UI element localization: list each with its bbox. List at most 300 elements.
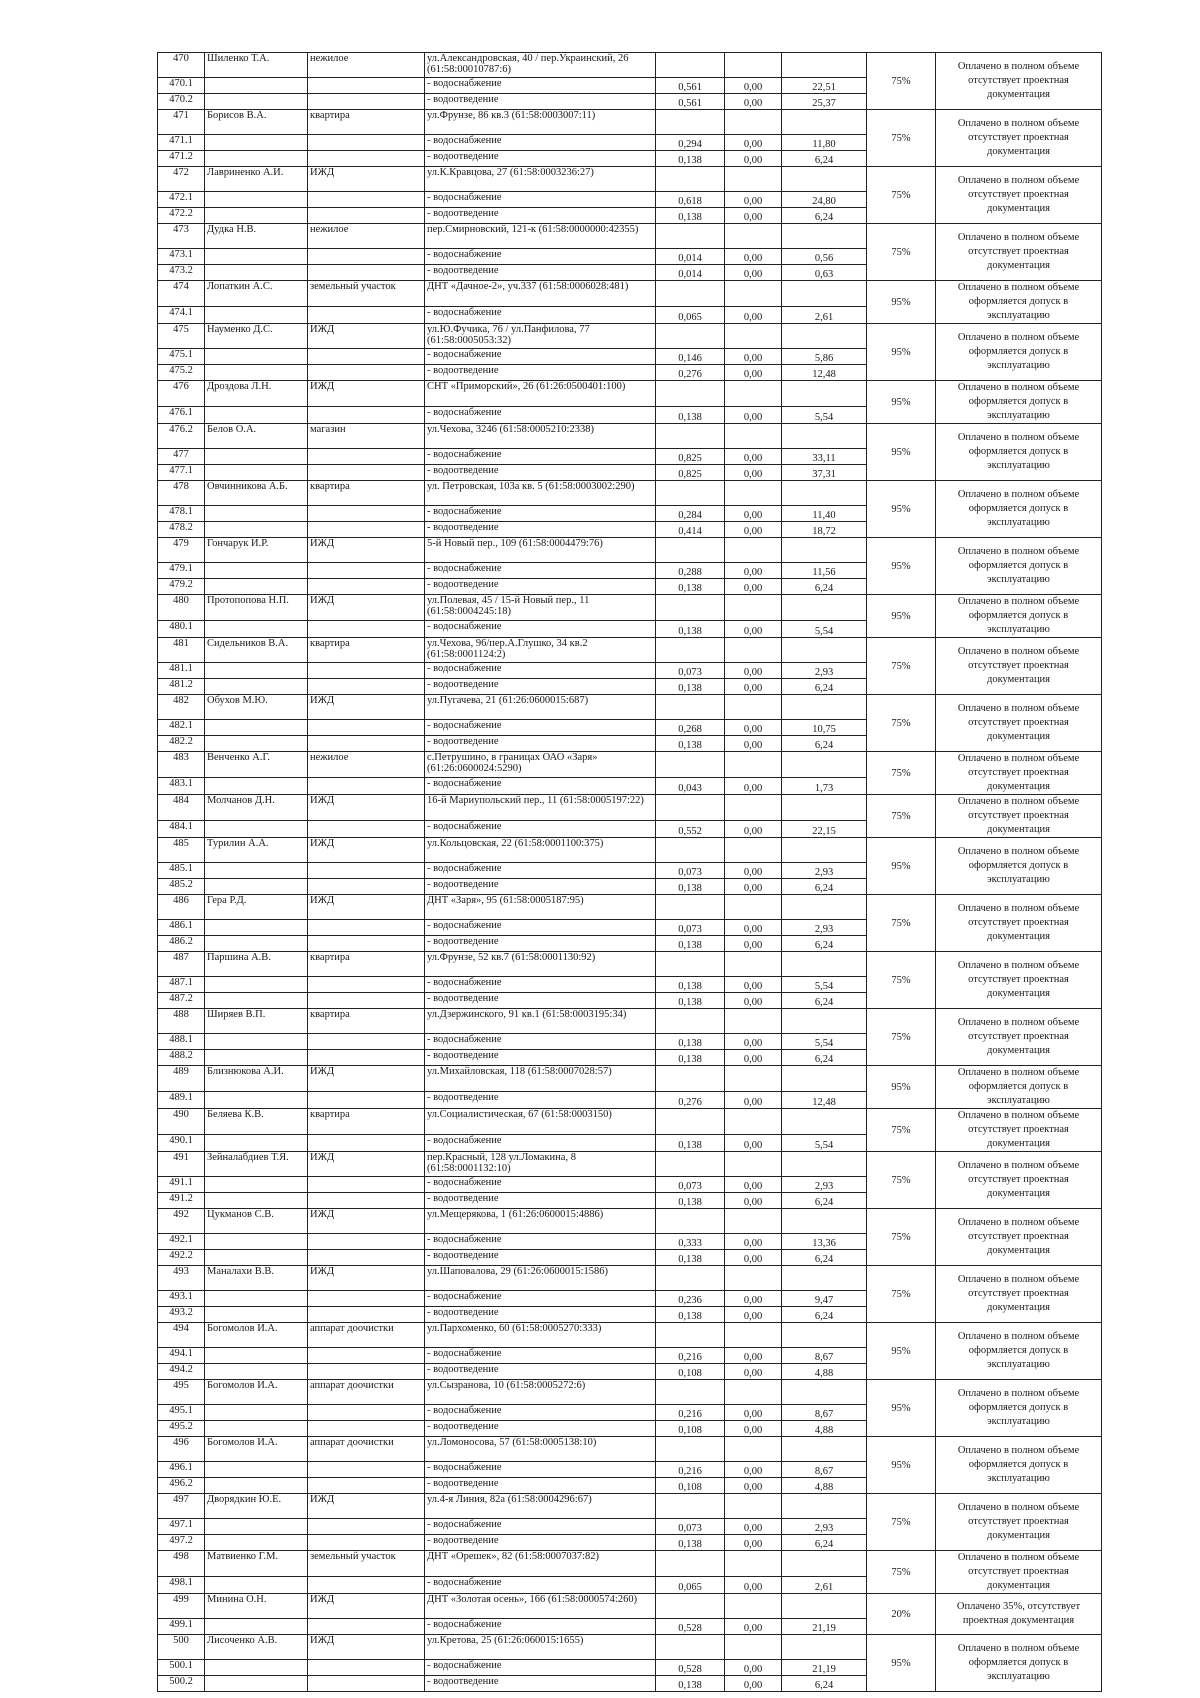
owner-name: Науменко Д.С. <box>205 324 308 349</box>
service-description: - водоотведение <box>425 679 656 695</box>
empty-cell <box>205 1177 308 1193</box>
load-value: 0,108 <box>656 1364 725 1380</box>
service-description: - водоснабжение <box>425 1577 656 1594</box>
cost-value: 8,67 <box>782 1348 867 1364</box>
empty-cell <box>782 53 867 78</box>
empty-cell <box>656 595 725 621</box>
empty-cell <box>205 1135 308 1152</box>
zero-value: 0,00 <box>725 1619 782 1635</box>
sub-row-number: 477.1 <box>158 465 205 481</box>
cost-value: 11,80 <box>782 135 867 151</box>
empty-cell <box>782 324 867 349</box>
load-value: 0,138 <box>656 151 725 167</box>
zero-value: 0,00 <box>725 1291 782 1307</box>
empty-cell <box>205 1577 308 1594</box>
empty-cell <box>782 481 867 506</box>
owner-name: Борисов В.А. <box>205 110 308 135</box>
empty-cell <box>205 1034 308 1050</box>
empty-cell <box>308 1405 425 1421</box>
service-description: - водоотведение <box>425 522 656 538</box>
row-number: 471 <box>158 110 205 135</box>
empty-cell <box>725 1635 782 1660</box>
zero-value: 0,00 <box>725 821 782 838</box>
empty-cell <box>205 720 308 736</box>
row-number: 488 <box>158 1009 205 1034</box>
cost-value: 6,24 <box>782 1535 867 1551</box>
empty-cell <box>725 167 782 192</box>
empty-cell <box>205 94 308 110</box>
empty-cell <box>308 936 425 952</box>
readiness-percent: 75% <box>867 795 936 838</box>
row-number: 489 <box>158 1066 205 1092</box>
sub-row-number: 470.1 <box>158 78 205 94</box>
sub-row-number: 485.1 <box>158 863 205 879</box>
service-description: - водоотведение <box>425 465 656 481</box>
zero-value: 0,00 <box>725 920 782 936</box>
payment-status: Оплачено в полном объеме отсутствует проектная документация <box>936 752 1102 795</box>
service-description: - водоснабжение <box>425 1291 656 1307</box>
cost-value: 4,88 <box>782 1478 867 1494</box>
empty-cell <box>725 1437 782 1462</box>
readiness-percent: 95% <box>867 324 936 381</box>
load-value: 0,561 <box>656 78 725 94</box>
object-address: ул.Пугачева, 21 (61:26:0600015:687) <box>425 695 656 720</box>
readiness-percent: 75% <box>867 1109 936 1152</box>
cost-value: 6,24 <box>782 993 867 1009</box>
empty-cell <box>308 1462 425 1478</box>
empty-cell <box>782 638 867 663</box>
payment-status: Оплачено в полном объеме оформляется допуск в эксплуатацию <box>936 281 1102 324</box>
sub-row-number: 497.1 <box>158 1519 205 1535</box>
group-header-row <box>158 1266 1102 1291</box>
object-address: ул.Фрунзе, 52 кв.7 (61:58:0001130:92) <box>425 952 656 977</box>
object-type: магазин <box>308 424 425 449</box>
empty-cell <box>205 579 308 595</box>
row-number: 472 <box>158 167 205 192</box>
row-number: 481 <box>158 638 205 663</box>
sub-row-number: 495.1 <box>158 1405 205 1421</box>
empty-cell <box>308 663 425 679</box>
load-value: 0,138 <box>656 1193 725 1209</box>
sub-row-number: 474.1 <box>158 307 205 324</box>
readiness-percent: 75% <box>867 53 936 110</box>
zero-value: 0,00 <box>725 1050 782 1066</box>
empty-cell <box>725 481 782 506</box>
empty-cell <box>725 595 782 621</box>
object-address: 5-й Новый пер., 109 (61:58:0004479:76) <box>425 538 656 563</box>
empty-cell <box>308 365 425 381</box>
cost-value: 21,19 <box>782 1660 867 1676</box>
payment-status: Оплачено в полном объеме отсутствует проектная документация <box>936 1551 1102 1594</box>
load-value: 0,138 <box>656 1676 725 1692</box>
load-value: 0,073 <box>656 863 725 879</box>
cost-value: 6,24 <box>782 736 867 752</box>
sub-row-number: 482.1 <box>158 720 205 736</box>
zero-value: 0,00 <box>725 993 782 1009</box>
zero-value: 0,00 <box>725 249 782 265</box>
cost-value: 5,54 <box>782 977 867 993</box>
load-value: 0,073 <box>656 1177 725 1193</box>
service-description: - водоснабжение <box>425 307 656 324</box>
cost-value: 12,48 <box>782 1092 867 1109</box>
empty-cell <box>205 563 308 579</box>
empty-cell <box>782 1437 867 1462</box>
empty-cell <box>308 506 425 522</box>
payment-status: Оплачено в полном объеме отсутствует проектная документация <box>936 1152 1102 1209</box>
service-description: - водоотведение <box>425 1535 656 1551</box>
sub-row-number: 486.1 <box>158 920 205 936</box>
object-type: квартира <box>308 110 425 135</box>
cost-value: 6,24 <box>782 936 867 952</box>
group-header-row <box>158 695 1102 720</box>
zero-value: 0,00 <box>725 579 782 595</box>
object-address: ул.Александровская, 40 / пер.Украинский, 26 (61:58:00010787:6) <box>425 53 656 78</box>
sub-row-number: 472.2 <box>158 208 205 224</box>
readiness-percent: 75% <box>867 1551 936 1594</box>
empty-cell <box>782 952 867 977</box>
load-value: 0,138 <box>656 936 725 952</box>
sub-row-number: 473.1 <box>158 249 205 265</box>
load-value: 0,138 <box>656 736 725 752</box>
service-description: - водоотведение <box>425 1193 656 1209</box>
row-number: 484 <box>158 795 205 821</box>
empty-cell <box>308 977 425 993</box>
sub-row-number: 472.1 <box>158 192 205 208</box>
sub-row-number: 481.1 <box>158 663 205 679</box>
empty-cell <box>308 879 425 895</box>
service-description: - водоснабжение <box>425 663 656 679</box>
sub-row-number: 483.1 <box>158 778 205 795</box>
payment-status: Оплачено в полном объеме отсутствует проектная документация <box>936 638 1102 695</box>
zero-value: 0,00 <box>725 936 782 952</box>
payment-status: Оплачено в полном объеме оформляется допуск в эксплуатацию <box>936 381 1102 424</box>
object-address: ул.Ломоносова, 57 (61:58:0005138:10) <box>425 1437 656 1462</box>
load-value: 0,138 <box>656 977 725 993</box>
readiness-percent: 75% <box>867 695 936 752</box>
empty-cell <box>725 1323 782 1348</box>
cost-value: 5,54 <box>782 1135 867 1152</box>
readiness-percent: 95% <box>867 838 936 895</box>
zero-value: 0,00 <box>725 135 782 151</box>
zero-value: 0,00 <box>725 1660 782 1676</box>
object-type: нежилое <box>308 53 425 78</box>
zero-value: 0,00 <box>725 1519 782 1535</box>
row-number: 492 <box>158 1209 205 1234</box>
zero-value: 0,00 <box>725 1676 782 1692</box>
empty-cell <box>308 1234 425 1250</box>
load-value: 0,138 <box>656 879 725 895</box>
zero-value: 0,00 <box>725 879 782 895</box>
load-value: 0,138 <box>656 679 725 695</box>
empty-cell <box>782 1380 867 1405</box>
zero-value: 0,00 <box>725 863 782 879</box>
service-description: - водоснабжение <box>425 407 656 424</box>
empty-cell <box>205 1092 308 1109</box>
empty-cell <box>205 151 308 167</box>
readiness-percent: 95% <box>867 281 936 324</box>
empty-cell <box>205 736 308 752</box>
empty-cell <box>656 838 725 863</box>
zero-value: 0,00 <box>725 1135 782 1152</box>
cost-value: 6,24 <box>782 1676 867 1692</box>
sub-row-number: 500.1 <box>158 1660 205 1676</box>
readiness-percent: 95% <box>867 1437 936 1494</box>
service-description: - водоотведение <box>425 1092 656 1109</box>
object-address: СНТ «Приморский», 26 (61:26:0500401:100) <box>425 381 656 407</box>
object-type: ИЖД <box>308 1209 425 1234</box>
group-header-row <box>158 638 1102 663</box>
object-type: аппарат доочистки <box>308 1380 425 1405</box>
empty-cell <box>308 621 425 638</box>
zero-value: 0,00 <box>725 1193 782 1209</box>
empty-cell <box>205 1519 308 1535</box>
empty-cell <box>656 1551 725 1577</box>
owner-name: Обухов М.Ю. <box>205 695 308 720</box>
payment-status: Оплачено в полном объеме отсутствует проектная документация <box>936 53 1102 110</box>
payment-status: Оплачено в полном объеме отсутствует проектная документация <box>936 952 1102 1009</box>
group-header-row <box>158 895 1102 920</box>
service-description: - водоотведение <box>425 879 656 895</box>
object-type: квартира <box>308 638 425 663</box>
owner-name: Зейналабдиев Т.Я. <box>205 1152 308 1177</box>
sub-row-number: 492.2 <box>158 1250 205 1266</box>
service-description: - водоотведение <box>425 208 656 224</box>
cost-value: 6,24 <box>782 879 867 895</box>
object-address: ул.Ю.Фучика, 76 / ул.Панфилова, 77 (61:58:0005053:32) <box>425 324 656 349</box>
sub-row-number: 480.1 <box>158 621 205 638</box>
empty-cell <box>205 1421 308 1437</box>
zero-value: 0,00 <box>725 449 782 465</box>
owner-name: Гера Р.Д. <box>205 895 308 920</box>
connections-table <box>157 52 1102 1692</box>
empty-cell <box>205 307 308 324</box>
service-description: - водоотведение <box>425 993 656 1009</box>
empty-cell <box>782 281 867 307</box>
load-value: 0,216 <box>656 1405 725 1421</box>
object-type: квартира <box>308 1009 425 1034</box>
object-type: ИЖД <box>308 538 425 563</box>
row-number: 495 <box>158 1380 205 1405</box>
payment-status: Оплачено в полном объеме отсутствует проектная документация <box>936 895 1102 952</box>
cost-value: 13,36 <box>782 1234 867 1250</box>
sub-row-number: 486.2 <box>158 936 205 952</box>
empty-cell <box>725 1009 782 1034</box>
empty-cell <box>205 778 308 795</box>
empty-cell <box>205 249 308 265</box>
empty-cell <box>725 53 782 78</box>
payment-status: Оплачено в полном объеме оформляется допуск в эксплуатацию <box>936 1437 1102 1494</box>
sub-row-number: 499.1 <box>158 1619 205 1635</box>
object-address: ул.Кольцовская, 22 (61:58:0001100:375) <box>425 838 656 863</box>
group-header-row <box>158 1323 1102 1348</box>
empty-cell <box>782 838 867 863</box>
zero-value: 0,00 <box>725 506 782 522</box>
empty-cell <box>308 407 425 424</box>
object-address: ул.К.Кравцова, 27 (61:58:0003236:27) <box>425 167 656 192</box>
cost-value: 6,24 <box>782 1050 867 1066</box>
empty-cell <box>308 1421 425 1437</box>
empty-cell <box>308 94 425 110</box>
sub-row-number: 489.1 <box>158 1092 205 1109</box>
cost-value: 10,75 <box>782 720 867 736</box>
object-address: ул. Петровская, 103а кв. 5 (61:58:0003002:290) <box>425 481 656 506</box>
empty-cell <box>205 1619 308 1635</box>
service-description: - водоснабжение <box>425 192 656 208</box>
payment-status: Оплачено в полном объеме оформляется допуск в эксплуатацию <box>936 324 1102 381</box>
object-address: ул.Кретова, 25 (61:26:060015:1655) <box>425 1635 656 1660</box>
service-description: - водоснабжение <box>425 821 656 838</box>
group-header-row <box>158 1066 1102 1092</box>
service-description: - водоснабжение <box>425 349 656 365</box>
empty-cell <box>205 465 308 481</box>
empty-cell <box>308 265 425 281</box>
sub-row-number: 485.2 <box>158 879 205 895</box>
object-address: ул.Чехова, 96/пер.А.Глушко, 34 кв.2 (61:58:0001124:2) <box>425 638 656 663</box>
sub-row-number: 494.2 <box>158 1364 205 1380</box>
row-number: 485 <box>158 838 205 863</box>
readiness-percent: 75% <box>867 895 936 952</box>
cost-value: 25,37 <box>782 94 867 110</box>
service-description: - водоснабжение <box>425 1348 656 1364</box>
service-description: - водоснабжение <box>425 249 656 265</box>
empty-cell <box>205 1250 308 1266</box>
empty-cell <box>205 863 308 879</box>
empty-cell <box>205 920 308 936</box>
service-description: - водоснабжение <box>425 720 656 736</box>
cost-value: 2,93 <box>782 863 867 879</box>
load-value: 0,414 <box>656 522 725 538</box>
empty-cell <box>205 1660 308 1676</box>
load-value: 0,043 <box>656 778 725 795</box>
sub-row-number: 498.1 <box>158 1577 205 1594</box>
group-header-row <box>158 481 1102 506</box>
service-description: - водоотведение <box>425 736 656 752</box>
cost-value: 0,63 <box>782 265 867 281</box>
group-header-row <box>158 752 1102 778</box>
sub-row-number: 491.1 <box>158 1177 205 1193</box>
load-value: 0,073 <box>656 663 725 679</box>
empty-cell <box>308 563 425 579</box>
group-header-row <box>158 795 1102 821</box>
cost-value: 6,24 <box>782 1250 867 1266</box>
cost-value: 4,88 <box>782 1421 867 1437</box>
empty-cell <box>725 110 782 135</box>
empty-cell <box>308 1364 425 1380</box>
empty-cell <box>656 110 725 135</box>
empty-cell <box>782 381 867 407</box>
zero-value: 0,00 <box>725 307 782 324</box>
row-number: 500 <box>158 1635 205 1660</box>
service-description: - водоснабжение <box>425 1462 656 1478</box>
row-number: 486 <box>158 895 205 920</box>
service-description: - водоотведение <box>425 151 656 167</box>
zero-value: 0,00 <box>725 1177 782 1193</box>
group-header-row <box>158 838 1102 863</box>
group-header-row <box>158 1494 1102 1519</box>
service-description: - водоснабжение <box>425 1177 656 1193</box>
empty-cell <box>308 249 425 265</box>
empty-cell <box>725 638 782 663</box>
empty-cell <box>725 795 782 821</box>
sub-row-number: 471.2 <box>158 151 205 167</box>
cost-value: 22,51 <box>782 78 867 94</box>
row-number: 478 <box>158 481 205 506</box>
object-type: ИЖД <box>308 167 425 192</box>
group-header-row <box>158 1635 1102 1660</box>
cost-value: 11,56 <box>782 563 867 579</box>
object-address: пер.Красный, 128 ул.Ломакина, 8 (61:58:0001132:10) <box>425 1152 656 1177</box>
object-type: ИЖД <box>308 1635 425 1660</box>
group-header-row <box>158 381 1102 407</box>
load-value: 0,294 <box>656 135 725 151</box>
load-value: 0,065 <box>656 307 725 324</box>
service-description: - водоснабжение <box>425 1034 656 1050</box>
zero-value: 0,00 <box>725 720 782 736</box>
sub-row-number: 487.1 <box>158 977 205 993</box>
cost-value: 22,15 <box>782 821 867 838</box>
group-header-row <box>158 324 1102 349</box>
group-header-row <box>158 952 1102 977</box>
empty-cell <box>308 135 425 151</box>
empty-cell <box>725 1594 782 1619</box>
empty-cell <box>656 424 725 449</box>
empty-cell <box>308 920 425 936</box>
payment-status: Оплачено в полном объеме отсутствует проектная документация <box>936 795 1102 838</box>
sub-row-number: 477 <box>158 449 205 465</box>
empty-cell <box>656 381 725 407</box>
object-address: ДНТ «Заря», 95 (61:58:0005187:95) <box>425 895 656 920</box>
owner-name: Беляева К.В. <box>205 1109 308 1135</box>
object-type: ИЖД <box>308 595 425 621</box>
empty-cell <box>725 538 782 563</box>
zero-value: 0,00 <box>725 563 782 579</box>
owner-name: Богомолов И.А. <box>205 1323 308 1348</box>
owner-name: Дроздова Л.Н. <box>205 381 308 407</box>
empty-cell <box>725 281 782 307</box>
zero-value: 0,00 <box>725 349 782 365</box>
cost-value: 8,67 <box>782 1405 867 1421</box>
load-value: 0,108 <box>656 1421 725 1437</box>
empty-cell <box>725 895 782 920</box>
cost-value: 2,93 <box>782 663 867 679</box>
empty-cell <box>782 1152 867 1177</box>
empty-cell <box>656 324 725 349</box>
load-value: 0,236 <box>656 1291 725 1307</box>
load-value: 0,552 <box>656 821 725 838</box>
empty-cell <box>782 1494 867 1519</box>
empty-cell <box>308 1092 425 1109</box>
empty-cell <box>782 752 867 778</box>
zero-value: 0,00 <box>725 1250 782 1266</box>
empty-cell <box>308 863 425 879</box>
sub-row-number: 479.1 <box>158 563 205 579</box>
owner-name: Гончарук И.Р. <box>205 538 308 563</box>
payment-status: Оплачено в полном объеме отсутствует проектная документация <box>936 1209 1102 1266</box>
row-number: 474 <box>158 281 205 307</box>
owner-name: Турилин А.А. <box>205 838 308 863</box>
object-address: ул.Фрунзе, 86 кв.3 (61:58:0003007:11) <box>425 110 656 135</box>
service-description: - водоснабжение <box>425 506 656 522</box>
empty-cell <box>308 1348 425 1364</box>
row-number: 497 <box>158 1494 205 1519</box>
sub-row-number: 478.1 <box>158 506 205 522</box>
empty-cell <box>656 752 725 778</box>
load-value: 0,138 <box>656 407 725 424</box>
empty-cell <box>308 349 425 365</box>
empty-cell <box>205 1193 308 1209</box>
zero-value: 0,00 <box>725 522 782 538</box>
owner-name: Матвиенко Г.М. <box>205 1551 308 1577</box>
